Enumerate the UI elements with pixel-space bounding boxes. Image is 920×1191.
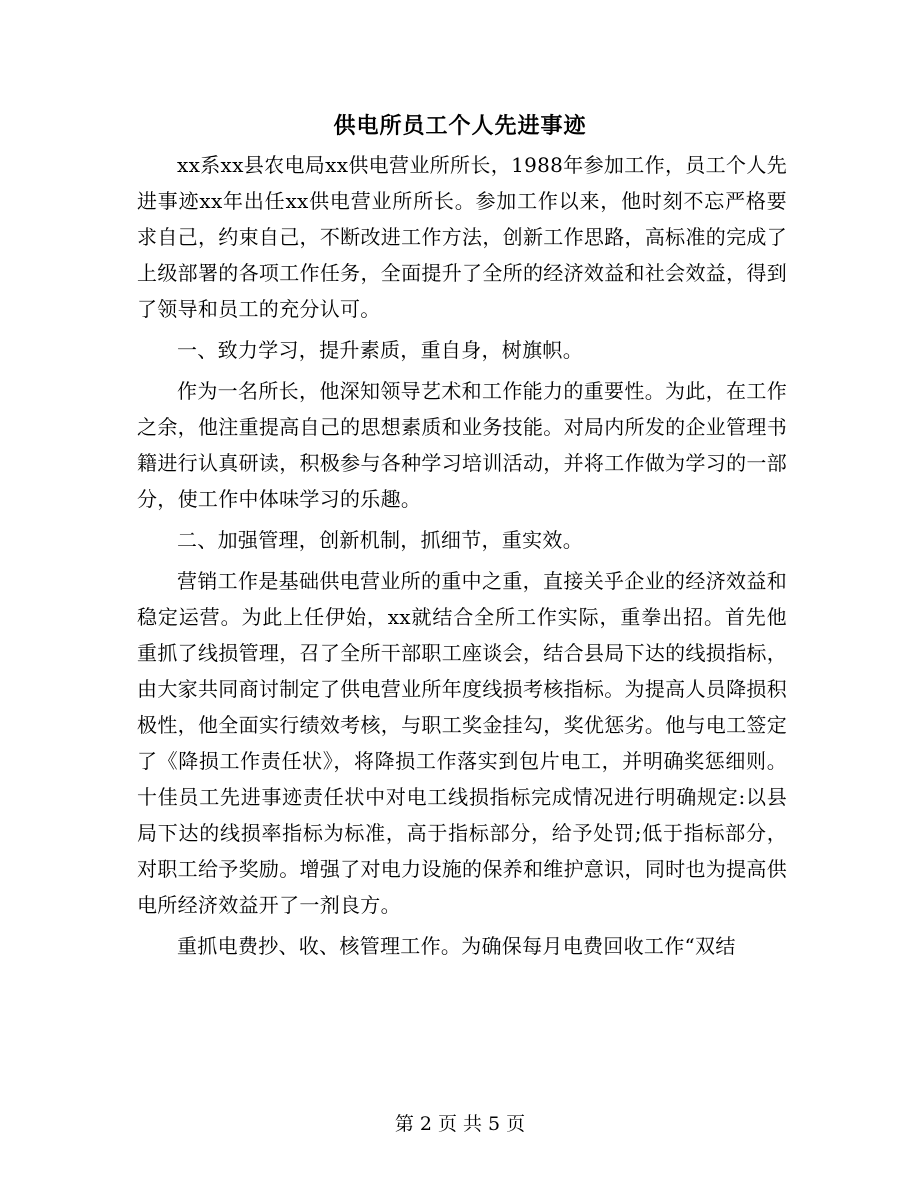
section-heading-1: 一、致力学习，提升素质，重自身，树旗帜。 — [177, 338, 583, 362]
paragraph-study: 作为一名所长，他深知领导艺术和工作能力的重要性。为此，在工作之余，他注重提高自己的思想素质和业务技能。对局内所发的企业管理书籍进行认真研读，积极参与各种学习培训活动，并将工作做为学习的一部分，使工作中体味学习的乐趣。 — [137, 379, 787, 511]
paragraph-management: 营销工作是基础供电营业所的重中之重，直接关乎企业的经济效益和稳定运营。为此上任伊始，xx就结合全所工作实际，重拳出招。首先他重抓了线损管理，召了全所干部职工座谈会，结合县局下达的线损指标，由大家共同商讨制定了供电营业所年度线损考核指标。为提高人员降损积极性，他全面实行绩效考核，与职工奖金挂勾，奖优惩劣。他与电工签定了《降损工作责任状》，将降损工作落实到包片电工，并明确奖惩细则。十佳员工先进事迹责任状中对电工线损指标完成情况进行明确规定:以县局下达的线损率指标为标准，高于指标部分，给予处罚;低于指标部分，对职工给予奖励。增强了对电力设施的保养和维护意识，同时也为提高供电所经济效益开了一剂良方。 — [137, 569, 787, 917]
section-heading-2: 二、加强管理，创新机制，抓细节，重实效。 — [177, 528, 583, 552]
page-footer — [0, 1110, 920, 1138]
document-body — [137, 147, 787, 964]
paragraph-intro: xx系xx县农电局xx供电营业所所长，1988年参加工作，员工个人先进事迹xx年出任xx供电营业所所长。参加工作以来，他时刻不忘严格要求自己，约束自己，不断改进工作方法，创新工作思路，高标准的完成了上级部署的各项工作任务，全面提升了全所的经济效益和社会效益，得到了领导和员工的充分认可。 — [137, 153, 787, 321]
document-title: 供电所员工个人先进事迹 — [333, 113, 587, 139]
page-number: 第 2 页 共 5 页 — [394, 1113, 526, 1135]
paragraph-billing: 重抓电费抄、收、核管理工作。为确保每月电费回收工作“双结 — [177, 934, 736, 958]
